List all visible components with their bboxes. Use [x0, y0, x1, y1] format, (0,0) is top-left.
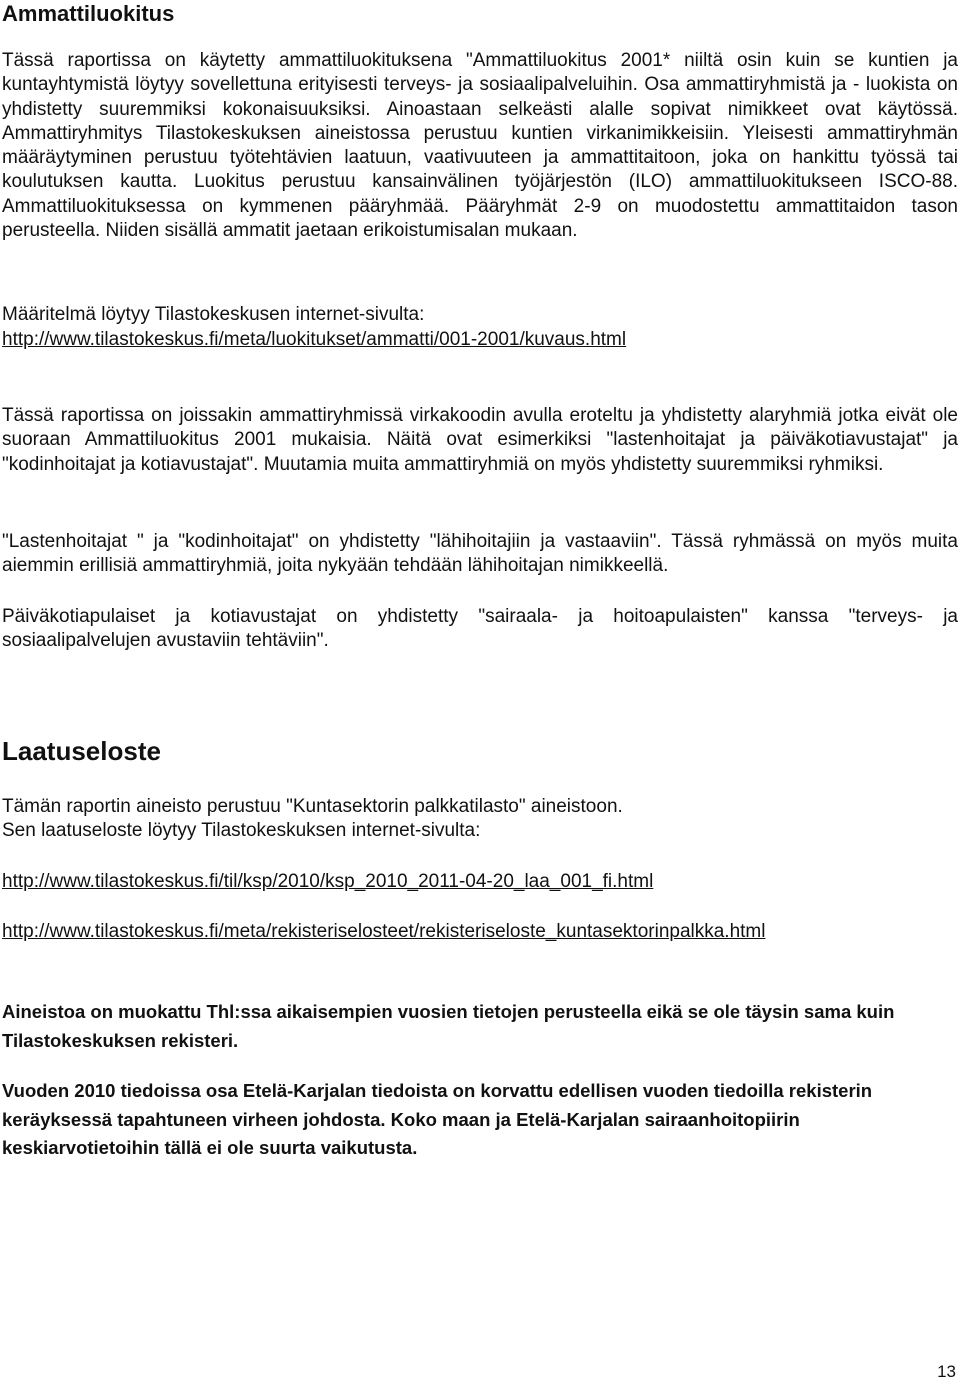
paragraph-avustavat-tehtavat: Päiväkotiapulaiset ja kotiavustajat on yhdistetty "sairaala- ja hoitoapulaisten" kanssa "terveys- ja sosiaalipalvelujen avustaviin tehtäviin". [2, 606, 958, 652]
paragraph-lahihoitajat: "Lastenhoitajat " ja "kodinhoitajat" on yhdistetty "lähihoitajiin ja vastaaviin". Tässä ryhmässä on myös muita aiemmin erillisiä ammattiryhmiä, joita nykyään tehdään lähihoitajan nimikkeellä. [2, 531, 958, 577]
laatuseloste-link-ksp[interactable]: http://www.tilastokeskus.fi/til/ksp/2010/ksp_2010_2011-04-20_laa_001_fi.html [2, 871, 654, 892]
definition-label: Määritelmä löytyy Tilastokeskusen internet-sivulta: [2, 304, 425, 325]
bold-note-thl: Aineistoa on muokattu Thl:ssa aikaisempien vuosien tietojen perusteella eikä se ole täysin sama kuin Tilastokeskuksen rekisteri. [2, 1001, 895, 1051]
section-heading-ammattiluokitus: Ammattiluokitus [2, 1, 175, 26]
bold-note-etela-karjala: Vuoden 2010 tiedoissa osa Etelä-Karjalan tiedoista on korvattu edellisen vuoden tiedoilla rekisterin keräyksessä tapahtuneen virheen johdosta. Koko maan ja Etelä-Karjalan sairaanhoitopiirin keskiarvotietoihin tällä ei ole suurta vaikutusta. [2, 1080, 873, 1158]
laatuseloste-link-rekisteriseloste[interactable]: http://www.tilastokeskus.fi/meta/rekisteriselosteet/rekisteriseloste_kuntasektorinpalkka.html [2, 921, 766, 942]
paragraph-ammattiluokitus-intro: Tässä raportissa on käytetty ammattiluokituksena "Ammattiluokitus 2001* niiltä osin kuin se kuntien ja kuntayhtymistä löytyy sovellettuna erityisesti terveys- ja sosiaalipalveluihin. Osa ammattiryhmistä ja - luokista on yhdistetty suuremmiksi kokonaisuuksiksi. Ainoastaan selkeästi alalle sopivat nimikkeet ovat käytössä. Ammattiryhmitys Tilastokeskuksen aineistossa perustuu kuntien virkanimikkeisiin. Yleisesti ammattiryhmän määräytyminen perustuu työtehtävien laatuun, vaativuuteen ja ammattitaitoon, joka on hankittu työssä tai koulutuksen kautta. Luokitus perustuu kansainvälinen työjärjestön (ILO) ammattiluokitukseen ISCO-88. Ammattiluokituksessa on kymmenen pääryhmää. Pääryhmät 2-9 on muodostettu ammattitaidon tason perusteella. Niiden sisällä ammatit jaetaan erikoistumisalan mukaan. [2, 50, 958, 242]
laatuseloste-line-2: Sen laatuseloste löytyy Tilastokeskuksen internet-sivulta: [2, 820, 481, 841]
definition-link[interactable]: http://www.tilastokeskus.fi/meta/luokitukset/ammatti/001-2001/kuvaus.html [2, 329, 627, 350]
laatuseloste-line-1: Tämän raportin aineisto perustuu "Kuntasektorin palkkatilasto" aineistoon. [2, 796, 623, 817]
section-heading-laatuseloste: Laatuseloste [2, 736, 161, 766]
paragraph-subgroups: Tässä raportissa on joissakin ammattiryhmissä virkakoodin avulla eroteltu ja yhdistetty alaryhmiä jotka eivät ole suoraan Ammattiluokitus 2001 mukaisia. Näitä ovat esimerkiksi "lastenhoitajat ja päiväkotiavustajat" ja "kodinhoitajat ja kotiavustajat". Muutamia muita ammattiryhmiä on myös yhdistetty suuremmiksi ryhmiksi. [2, 405, 958, 475]
page-number: 13 [937, 1362, 956, 1381]
